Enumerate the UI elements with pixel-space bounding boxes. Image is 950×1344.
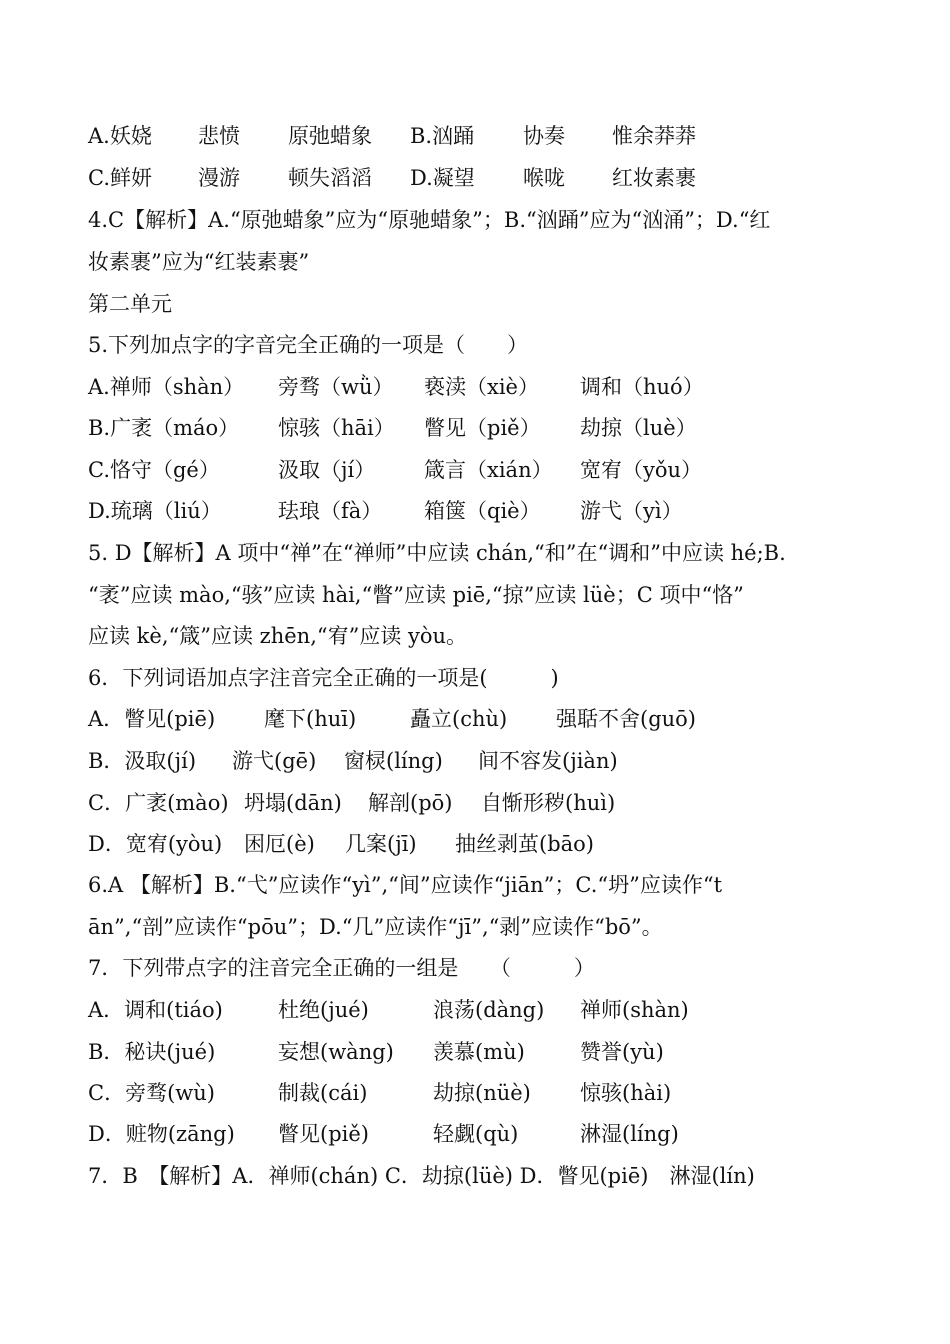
analysis-text: “袤”应读 mào,“骇”应读 hài,“瞥”应读 piē,“掠”应读 lüè；C 项中“恪” <box>88 583 744 607</box>
analysis-text: 4.C【解析】A.“原弛蜡象”应为“原驰蜡象”；B.“汹踊”应为“汹涌”；D.“红 <box>88 208 771 232</box>
option-cell: 强聒不舍(guō) <box>556 707 696 731</box>
analysis-text: 应读 kè,“箴”应读 zhēn,“宥”应读 yòu。 <box>88 624 468 648</box>
option-cell: 旁骛（wǜ） <box>278 375 394 399</box>
option-cell: C．旁骛(wù) <box>88 1081 215 1105</box>
option-cell: 禅师(shàn) <box>580 998 689 1022</box>
option-b-word-3: 惟余莽莽 <box>612 124 696 148</box>
option-b-word-1: B.汹踊 <box>410 124 475 148</box>
option-cell: 瞥见(piě) <box>278 1122 369 1146</box>
option-cell: 惊骇(hài) <box>580 1081 672 1105</box>
option-cell: 箴言（xián） <box>424 458 553 482</box>
option-cell: 箱箧（qiè） <box>424 499 541 523</box>
option-cell: 坍塌(dān) <box>244 791 342 815</box>
option-cell: C.恪守（gé） <box>88 458 220 482</box>
option-cell: 游弋（yì） <box>580 499 683 523</box>
analysis-text: 7．B 【解析】A．禅师(chán) C．劫掠(lüè) D．瞥见(piē) 淋湿(lín) <box>88 1164 755 1188</box>
option-cell: 瞥见（piě） <box>424 416 541 440</box>
option-c-word-1: C.鲜妍 <box>88 166 152 190</box>
option-cell: 轻觑(qù) <box>433 1122 519 1146</box>
option-a-word-1: A.妖娆 <box>88 124 152 148</box>
option-a-word-3: 原弛蜡象 <box>288 124 372 148</box>
option-cell: 解剖(pō) <box>368 791 453 815</box>
analysis-text: 妆素裹”应为“红装素裹” <box>88 250 310 274</box>
option-c-word-2: 漫游 <box>198 166 240 190</box>
option-cell: A．调和(tiáo) <box>88 998 223 1022</box>
option-cell: B．汲取(jí) <box>88 749 197 773</box>
option-cell: 困厄(è) <box>244 832 315 856</box>
analysis-text: 6.A 【解析】B.“弋”应读作“yì”,“间”应读作“jiān”；C.“坍”应读作“t <box>88 873 723 897</box>
option-cell: 制裁(cái) <box>278 1081 368 1105</box>
option-cell: 亵渎（xiè） <box>424 375 539 399</box>
option-cell: 羡慕(mù) <box>433 1040 525 1064</box>
option-cell: 调和（huó） <box>580 375 704 399</box>
option-cell: 窗棂(líng) <box>344 749 443 773</box>
option-cell: C．广袤(mào) <box>88 791 229 815</box>
option-cell: 淋湿(líng) <box>580 1122 679 1146</box>
option-cell: D．宽宥(yòu) <box>88 832 223 856</box>
option-cell: 劫掠（luè） <box>580 416 697 440</box>
option-cell: 矗立(chù) <box>410 707 508 731</box>
option-cell: A．瞥见(piē) <box>88 707 216 731</box>
question-text: 5.下列加点字的字音完全正确的一项是（ ） <box>88 333 529 357</box>
option-cell: 几案(jī) <box>345 832 417 856</box>
option-cell: 自惭形秽(huì) <box>481 791 616 815</box>
option-a-word-2: 悲愤 <box>198 124 240 148</box>
option-cell: D.琉璃（liú） <box>88 499 222 523</box>
option-d-word-3: 红妆素裹 <box>612 166 696 190</box>
option-cell: 抽丝剥茧(bāo) <box>455 832 594 856</box>
option-cell: 宽宥（yǒu） <box>580 458 703 482</box>
option-cell: 妄想(wàng) <box>278 1040 394 1064</box>
option-cell: 惊骇（hāi） <box>278 416 395 440</box>
option-cell: 浪荡(dàng) <box>433 998 545 1022</box>
option-cell: D．赃物(zāng) <box>88 1122 235 1146</box>
option-cell: A.禅师（shàn） <box>88 375 245 399</box>
option-d-word-2: 喉咙 <box>523 166 565 190</box>
question-text: 6．下列词语加点字注音完全正确的一项是( ) <box>88 666 559 690</box>
option-cell: 劫掠(nüè) <box>433 1081 531 1105</box>
option-cell: B.广袤（máo） <box>88 416 240 440</box>
option-cell: B．秘诀(jué) <box>88 1040 216 1064</box>
option-c-word-3: 顿失滔滔 <box>288 166 372 190</box>
option-cell: 汲取（jí） <box>278 458 376 482</box>
option-cell: 珐琅（fà） <box>278 499 383 523</box>
option-d-word-1: D.凝望 <box>410 166 475 190</box>
analysis-text: 5. D【解析】A 项中“禅”在“禅师”中应读 chán,“和”在“调和”中应读 hé;B. <box>88 541 786 565</box>
question-text: 7．下列带点字的注音完全正确的一组是 （ ） <box>88 956 595 980</box>
unit-heading: 第二单元 <box>88 292 172 316</box>
analysis-text: ān”,“剖”应读作“pōu”；D.“几”应读作“jī”,“剥”应读作“bō”。 <box>88 915 663 939</box>
option-cell: 麾下(huī) <box>264 707 357 731</box>
option-b-word-2: 协奏 <box>523 124 565 148</box>
option-cell: 间不容发(jiàn) <box>478 749 618 773</box>
option-cell: 杜绝(jué) <box>278 998 369 1022</box>
option-cell: 赞誉(yù) <box>580 1040 664 1064</box>
option-cell: 游弋(gē) <box>232 749 317 773</box>
